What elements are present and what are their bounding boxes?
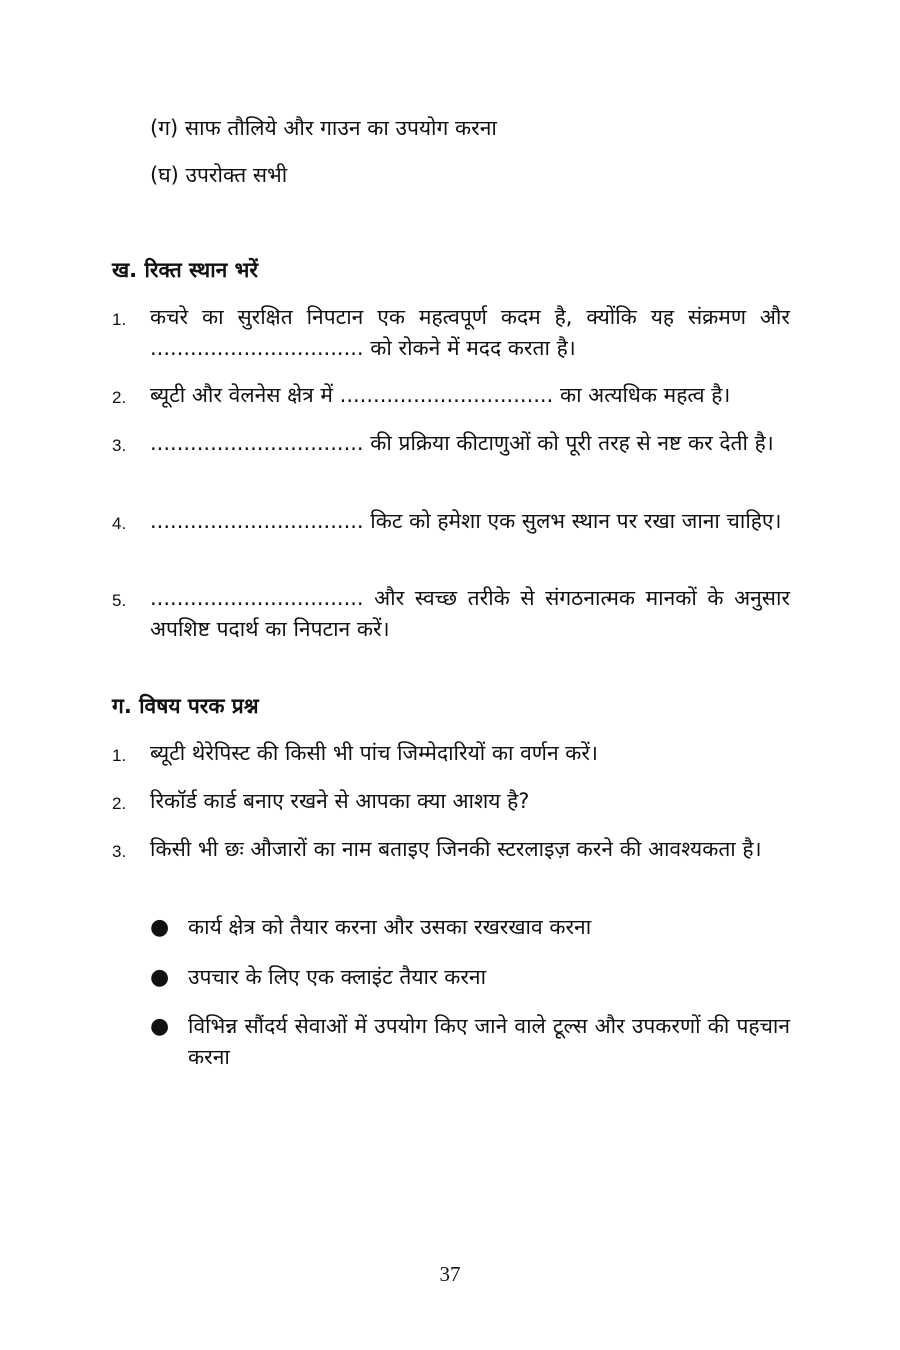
item-number: 1. (112, 310, 127, 329)
option-gha (150, 161, 287, 189)
item-number: 4. (112, 514, 127, 533)
item-number: 3. (112, 436, 127, 455)
fill-blank-item-2 (112, 380, 790, 411)
item-number: 2. (112, 388, 127, 407)
item-text: ................................ की प्रक्रिया कीटाणुओं को पूरी तरह से नष्ट कर देती है। (150, 431, 774, 455)
option-label: (घ) (150, 163, 179, 187)
item-text: किसी भी छः औजारों का नाम बताइए जिनकी स्टरलाइज़ करने की आवश्यकता है। (150, 837, 762, 861)
item-number: 1. (112, 746, 127, 765)
item-text: ................................ और स्वच्छ तरीके से संगठनात्मक मानकों के अनुसार अपशिष्ट पदार्थ का निपटान करें। (150, 586, 790, 641)
question-item-1 (112, 738, 790, 769)
item-number: 3. (112, 842, 127, 861)
fill-blank-item-3 (112, 428, 790, 459)
question-item-2 (112, 786, 790, 817)
fill-blank-item-1 (112, 302, 790, 364)
item-text: ................................ किट को हमेशा एक सुलभ स्थान पर रखा जाना चाहिए। (150, 509, 782, 533)
bullet-text: उपचार के लिए एक क्लाइंट तैयार करना (188, 965, 487, 989)
question-item-3 (112, 834, 790, 865)
fill-blank-item-5 (112, 583, 790, 645)
item-text: रिकॉर्ड कार्ड बनाए रखने से आपका क्या आशय है? (150, 789, 530, 813)
bullet-text: कार्य क्षेत्र को तैयार करना और उसका रखरखाव करना (188, 915, 592, 939)
item-number: 2. (112, 794, 127, 813)
item-number: 5. (112, 591, 127, 610)
section-c-heading: ग. विषय परक प्रश्न (112, 694, 259, 718)
option-label: (ग) (150, 116, 179, 140)
bullet-item-3 (150, 1011, 790, 1073)
bullet-dot-icon: ● (150, 1014, 170, 1039)
option-text: साफ तौलिये और गाउन का उपयोग करना (184, 116, 497, 140)
bullet-dot-icon: ● (150, 965, 170, 990)
item-text: ब्यूटी और वेलनेस क्षेत्र में ................................ का अत्यधिक महत्व है। (150, 383, 731, 407)
bullet-item-1 (150, 912, 790, 943)
fill-blank-item-4 (112, 506, 790, 537)
page-number: 37 (439, 1262, 461, 1286)
bullet-dot-icon: ● (150, 915, 170, 940)
option-text: उपरोक्त सभी (185, 163, 288, 187)
option-ga (150, 114, 497, 142)
item-text: कचरे का सुरक्षित निपटान एक महत्वपूर्ण कदम है, क्योंकि यह संक्रमण और ................................ को रोकने में मदद करता है। (150, 305, 790, 360)
item-text: ब्यूटी थेरेपिस्ट की किसी भी पांच जिम्मेदारियों का वर्णन करें। (150, 741, 598, 765)
section-b-heading: ख. रिक्त स्थान भरें (112, 258, 258, 282)
bullet-item-2 (150, 962, 790, 993)
bullet-text: विभिन्न सौंदर्य सेवाओं में उपयोग किए जाने वाले टूल्स और उपकरणों की पहचान करना (188, 1014, 790, 1069)
